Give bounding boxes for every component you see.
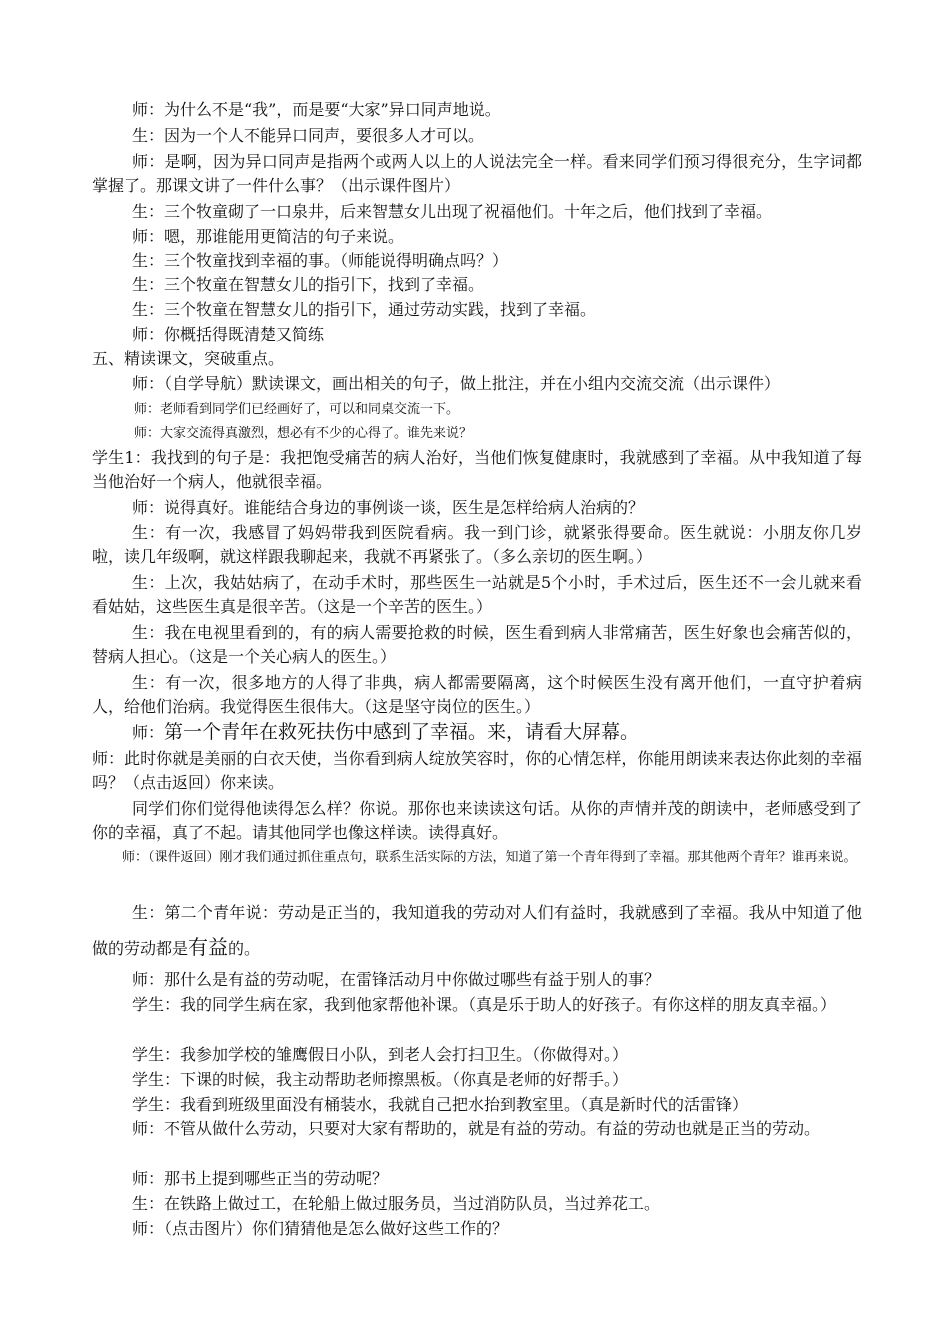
- paragraph: 师：那什么是有益的劳动呢，在雷锋活动月中你做过哪些有益于别人的事？: [132, 970, 661, 989]
- paragraph: 师：（课件返回）刚才我们通过抓住重点句，联系生活实际的方法，知道了第一个青年得到了幸福。那其他两个青年？谁再来说。: [122, 850, 857, 865]
- paragraph: [92, 719, 862, 745]
- paragraph: [92, 896, 862, 966]
- paragraph: 生：三个牧童找到幸福的事。（师能说得明确点吗？）: [132, 251, 509, 270]
- paragraph: 师：说得真好。谁能结合身边的事例谈一谈，医生是怎样给病人治病的？: [132, 498, 645, 517]
- paragraph: 生：有一次，很多地方的人得了非典，病人都需要隔离，这个时候医生没有离开他们，一直守护着病人，给他们治病。我觉得医生很伟大。（这是坚守岗位的医生。）: [92, 673, 862, 716]
- emphasized-sentence: 第一个青年在救死扶伤中感到了幸福。来，请看大屏幕。: [164, 721, 640, 743]
- paragraph: 师：不管从做什么劳动，只要对大家有帮助的，就是有益的劳动。有益的劳动也就是正当的劳动。: [132, 1119, 821, 1138]
- paragraph: 学生：我参加学校的雏鹰假日小队，到老人会打扫卫生。（你做得对。）: [132, 1045, 629, 1064]
- paragraph: 师：为什么不是“我”，而是要“大家”异口同声地说。: [132, 100, 501, 119]
- paragraph: 师：是啊，因为异口同声是指两个或两人以上的人说法完全一样。看来同学们预习得很充分，生字词都掌握了。那课文讲了一件什么事？（出示课件图片）: [92, 152, 862, 195]
- section-heading: 五、精读课文，突破重点。: [92, 349, 285, 368]
- speaker-label: 师：: [132, 723, 165, 742]
- paragraph: 学生：我的同学生病在家，我到他家帮他补课。（真是乐于助人的好孩子。有你这样的朋友真幸福。）: [132, 995, 837, 1014]
- paragraph: 生：有一次，我感冒了妈妈带我到医院看病。我一到门诊，就紧张得要命。医生就说：小朋友你几岁啦，读几年级啊，就这样跟我聊起来，我就不再紧张了。（多么亲切的医生啊。）: [92, 523, 862, 566]
- paragraph: 生：三个牧童砌了一口泉井，后来智慧女儿出现了祝福他们。十年之后，他们找到了幸福。: [132, 202, 773, 221]
- paragraph: 同学们你们觉得他读得怎么样？你说。那你也来读读这句话。从你的声情并茂的朗读中，老师感受到了你的幸福，真了不起。请其他同学也像这样读。读得真好。: [92, 799, 862, 842]
- paragraph: 师：此时你就是美丽的白衣天使，当你看到病人绽放笑容时，你的心情怎样，你能用朗读来表达你此刻的幸福吗？（点击返回）你来读。: [92, 749, 862, 792]
- paragraph: 师：大家交流得真激烈，想必有不少的心得了。谁先来说？: [134, 426, 473, 441]
- paragraph: 师：那书上提到哪些正当的劳动呢？: [132, 1169, 389, 1188]
- paragraph: 学生1：我找到的句子是：我把饱受痛苦的病人治好，当他们恢复健康时，我就感到了幸福。从中我知道了每当他治好一个病人，他就很幸福。: [92, 448, 862, 491]
- paragraph: 师：老师看到同学们已经画好了，可以和同桌交流一下。: [134, 402, 460, 417]
- paragraph: 师：你概括得既清楚又简练: [132, 325, 325, 344]
- paragraph: 生：三个牧童在智慧女儿的指引下，通过劳动实践，找到了幸福。: [132, 300, 597, 319]
- emphasized-word: 有益: [188, 935, 229, 959]
- paragraph: 师：嗯，那谁能用更简洁的句子来说。: [132, 227, 405, 246]
- paragraph: 生：我在电视里看到的，有的病人需要抢救的时候，医生看到病人非常痛苦，医生好象也会痛苦似的，替病人担心。（这是一个关心病人的医生。）: [92, 623, 862, 666]
- paragraph: 生：在铁路上做过工，在轮船上做过服务员，当过消防队员，当过养花工。: [132, 1194, 661, 1213]
- paragraph: 学生：我看到班级里面没有桶装水，我就自己把水抬到教室里。（真是新时代的活雷锋）: [132, 1095, 749, 1114]
- paragraph: 师：（点击图片）你们猜猜他是怎么做好这些工作的？: [132, 1219, 509, 1238]
- paragraph: 生：上次，我姑姑病了，在动手术时，那些医生一站就是5个小时，手术过后，医生还不一会儿就来看看姑姑，这些医生真是很辛苦。（这是一个辛苦的医生。）: [92, 573, 862, 616]
- paragraph-text: 生：第二个青年说：劳动是正当的，我知道我的劳动对人们有益时，我就感到了幸福。我从中知道了他做的劳动都是: [92, 903, 862, 958]
- paragraph-text: 的。: [228, 939, 261, 958]
- paragraph: 生：三个牧童在智慧女儿的指引下，找到了幸福。: [132, 275, 485, 294]
- paragraph: 学生：下课的时候，我主动帮助老师擦黑板。（你真是老师的好帮手。）: [132, 1070, 629, 1089]
- paragraph: 师：（自学导航）默读课文，画出相关的句子，做上批注，并在小组内交流交流（出示课件）: [132, 374, 781, 393]
- paragraph: 生：因为一个人不能异口同声，要很多人才可以。: [132, 126, 485, 145]
